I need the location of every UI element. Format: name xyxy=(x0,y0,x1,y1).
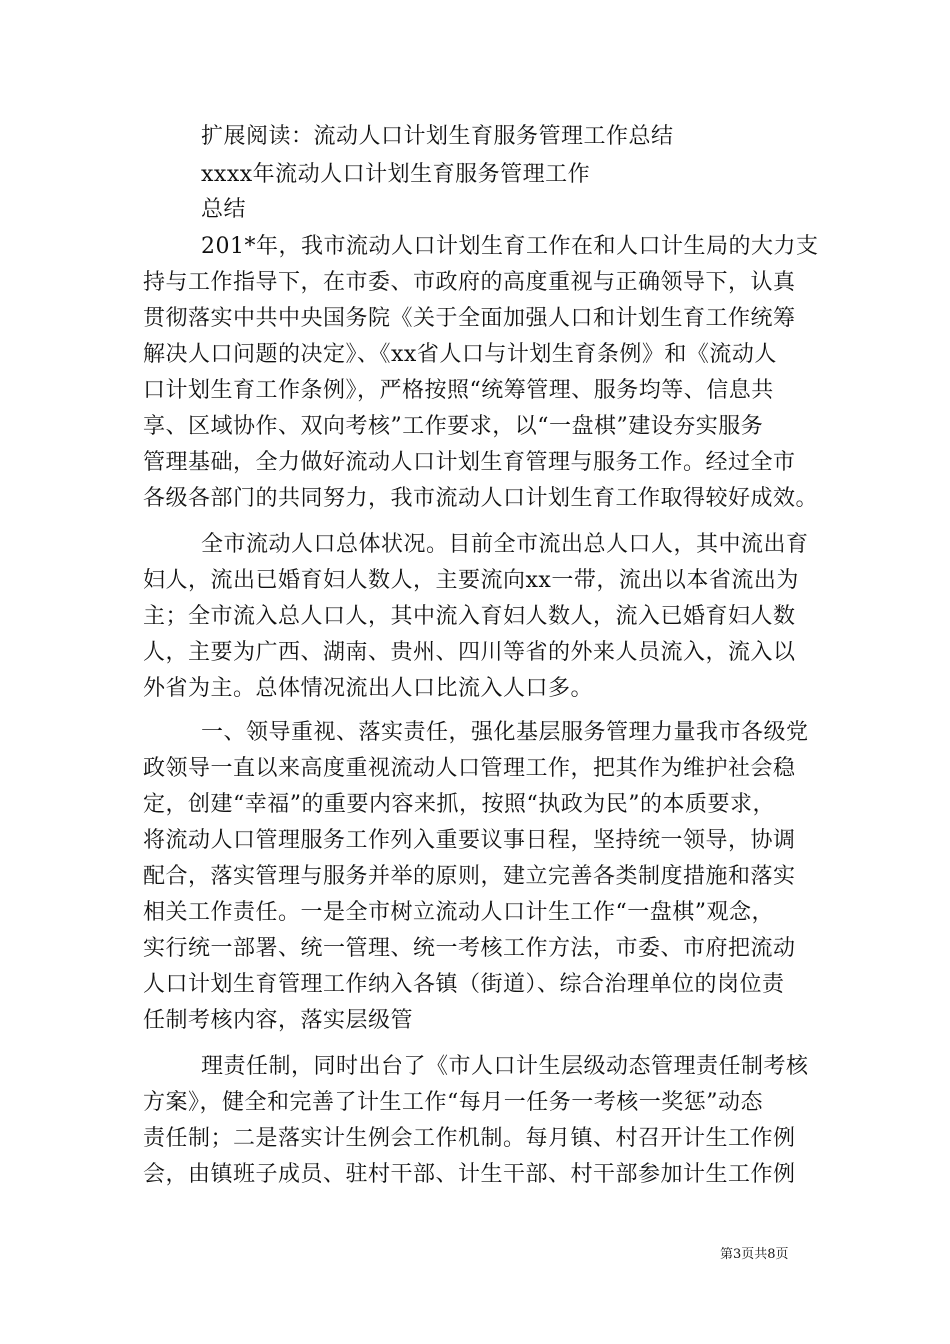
text-line: 外省为主。总体情况流出人口比流入人口多。 xyxy=(143,676,594,701)
text-line: 主；全市流入总人口人，其中流入育妇人数人，流入已婚育妇人数 xyxy=(143,604,796,629)
text-line: 任制考核内容，落实层级管 xyxy=(143,1008,414,1033)
text-line: 将流动人口管理服务工作列入重要议事日程，坚持统一领导，协调 xyxy=(143,828,796,853)
text-line: 201*年，我市流动人口计划生育工作在和人口计生局的大力支 xyxy=(201,234,819,259)
text-line: 妇人，流出已婚育妇人数人，主要流向xx一带，流出以本省流出为 xyxy=(143,568,799,593)
text-line: 一、领导重视、落实责任，强化基层服务管理力量我市各级党 xyxy=(201,720,809,745)
text-line: 口计划生育工作条例》，严格按照“统筹管理、服务均等、信息共 xyxy=(143,378,774,403)
text-line: 贯彻落实中共中央国务院《关于全面加强人口和计划生育工作统筹 xyxy=(143,306,796,331)
text-line: 人口计划生育管理工作纳入各镇（街道）、综合治理单位的岗位责 xyxy=(143,972,785,997)
text-line: 方案》，健全和完善了计生工作“每月一任务一考核一奖惩”动态 xyxy=(143,1090,763,1115)
text-line: 会，由镇班子成员、驻村干部、计生干部、村干部参加计生工作例 xyxy=(143,1162,796,1187)
text-line: 人，主要为广西、湖南、贵州、四川等省的外来人员流入，流入以 xyxy=(143,640,796,665)
text-line: 全市流动人口总体状况。目前全市流出总人口人，其中流出育 xyxy=(201,532,809,557)
text-line: 总结 xyxy=(201,197,247,222)
page-number: 第3页共8页 xyxy=(720,1247,789,1262)
text-line: 解决人口问题的决定》、《xx省人口与计划生育条例》和《流动人 xyxy=(143,342,777,367)
text-line: 相关工作责任。一是全市树立流动人口计生工作“一盘棋”观念， xyxy=(143,900,774,925)
text-line: 理责任制，同时出台了《市人口计生层级动态管理责任制考核 xyxy=(201,1054,809,1079)
text-line: 扩展阅读：流动人口计划生育服务管理工作总结 xyxy=(201,124,674,149)
text-line: 各级各部门的共同努力，我市流动人口计划生育工作取得较好成效。 xyxy=(143,486,819,511)
text-line: 政领导一直以来高度重视流动人口管理工作，把其作为维护社会稳 xyxy=(143,756,796,781)
text-line: 责任制；二是落实计生例会工作机制。每月镇、村召开计生工作例 xyxy=(143,1126,796,1151)
text-line: 管理基础，全力做好流动人口计划生育管理与服务工作。经过全市 xyxy=(143,450,796,475)
text-line: 享、区域协作、双向考核”工作要求，以“一盘棋”建设夯实服务 xyxy=(143,414,764,439)
text-line: 持与工作指导下，在市委、市政府的高度重视与正确领导下，认真 xyxy=(143,270,796,295)
text-line: 配合，落实管理与服务并举的原则，建立完善各类制度措施和落实 xyxy=(143,864,796,889)
text-line: xxxx年流动人口计划生育服务管理工作 xyxy=(201,162,591,187)
text-line: 实行统一部署、统一管理、统一考核工作方法，市委、市府把流动 xyxy=(143,936,796,961)
text-line: 定，创建“幸福”的重要内容来抓，按照“执政为民”的本质要求， xyxy=(143,792,775,817)
